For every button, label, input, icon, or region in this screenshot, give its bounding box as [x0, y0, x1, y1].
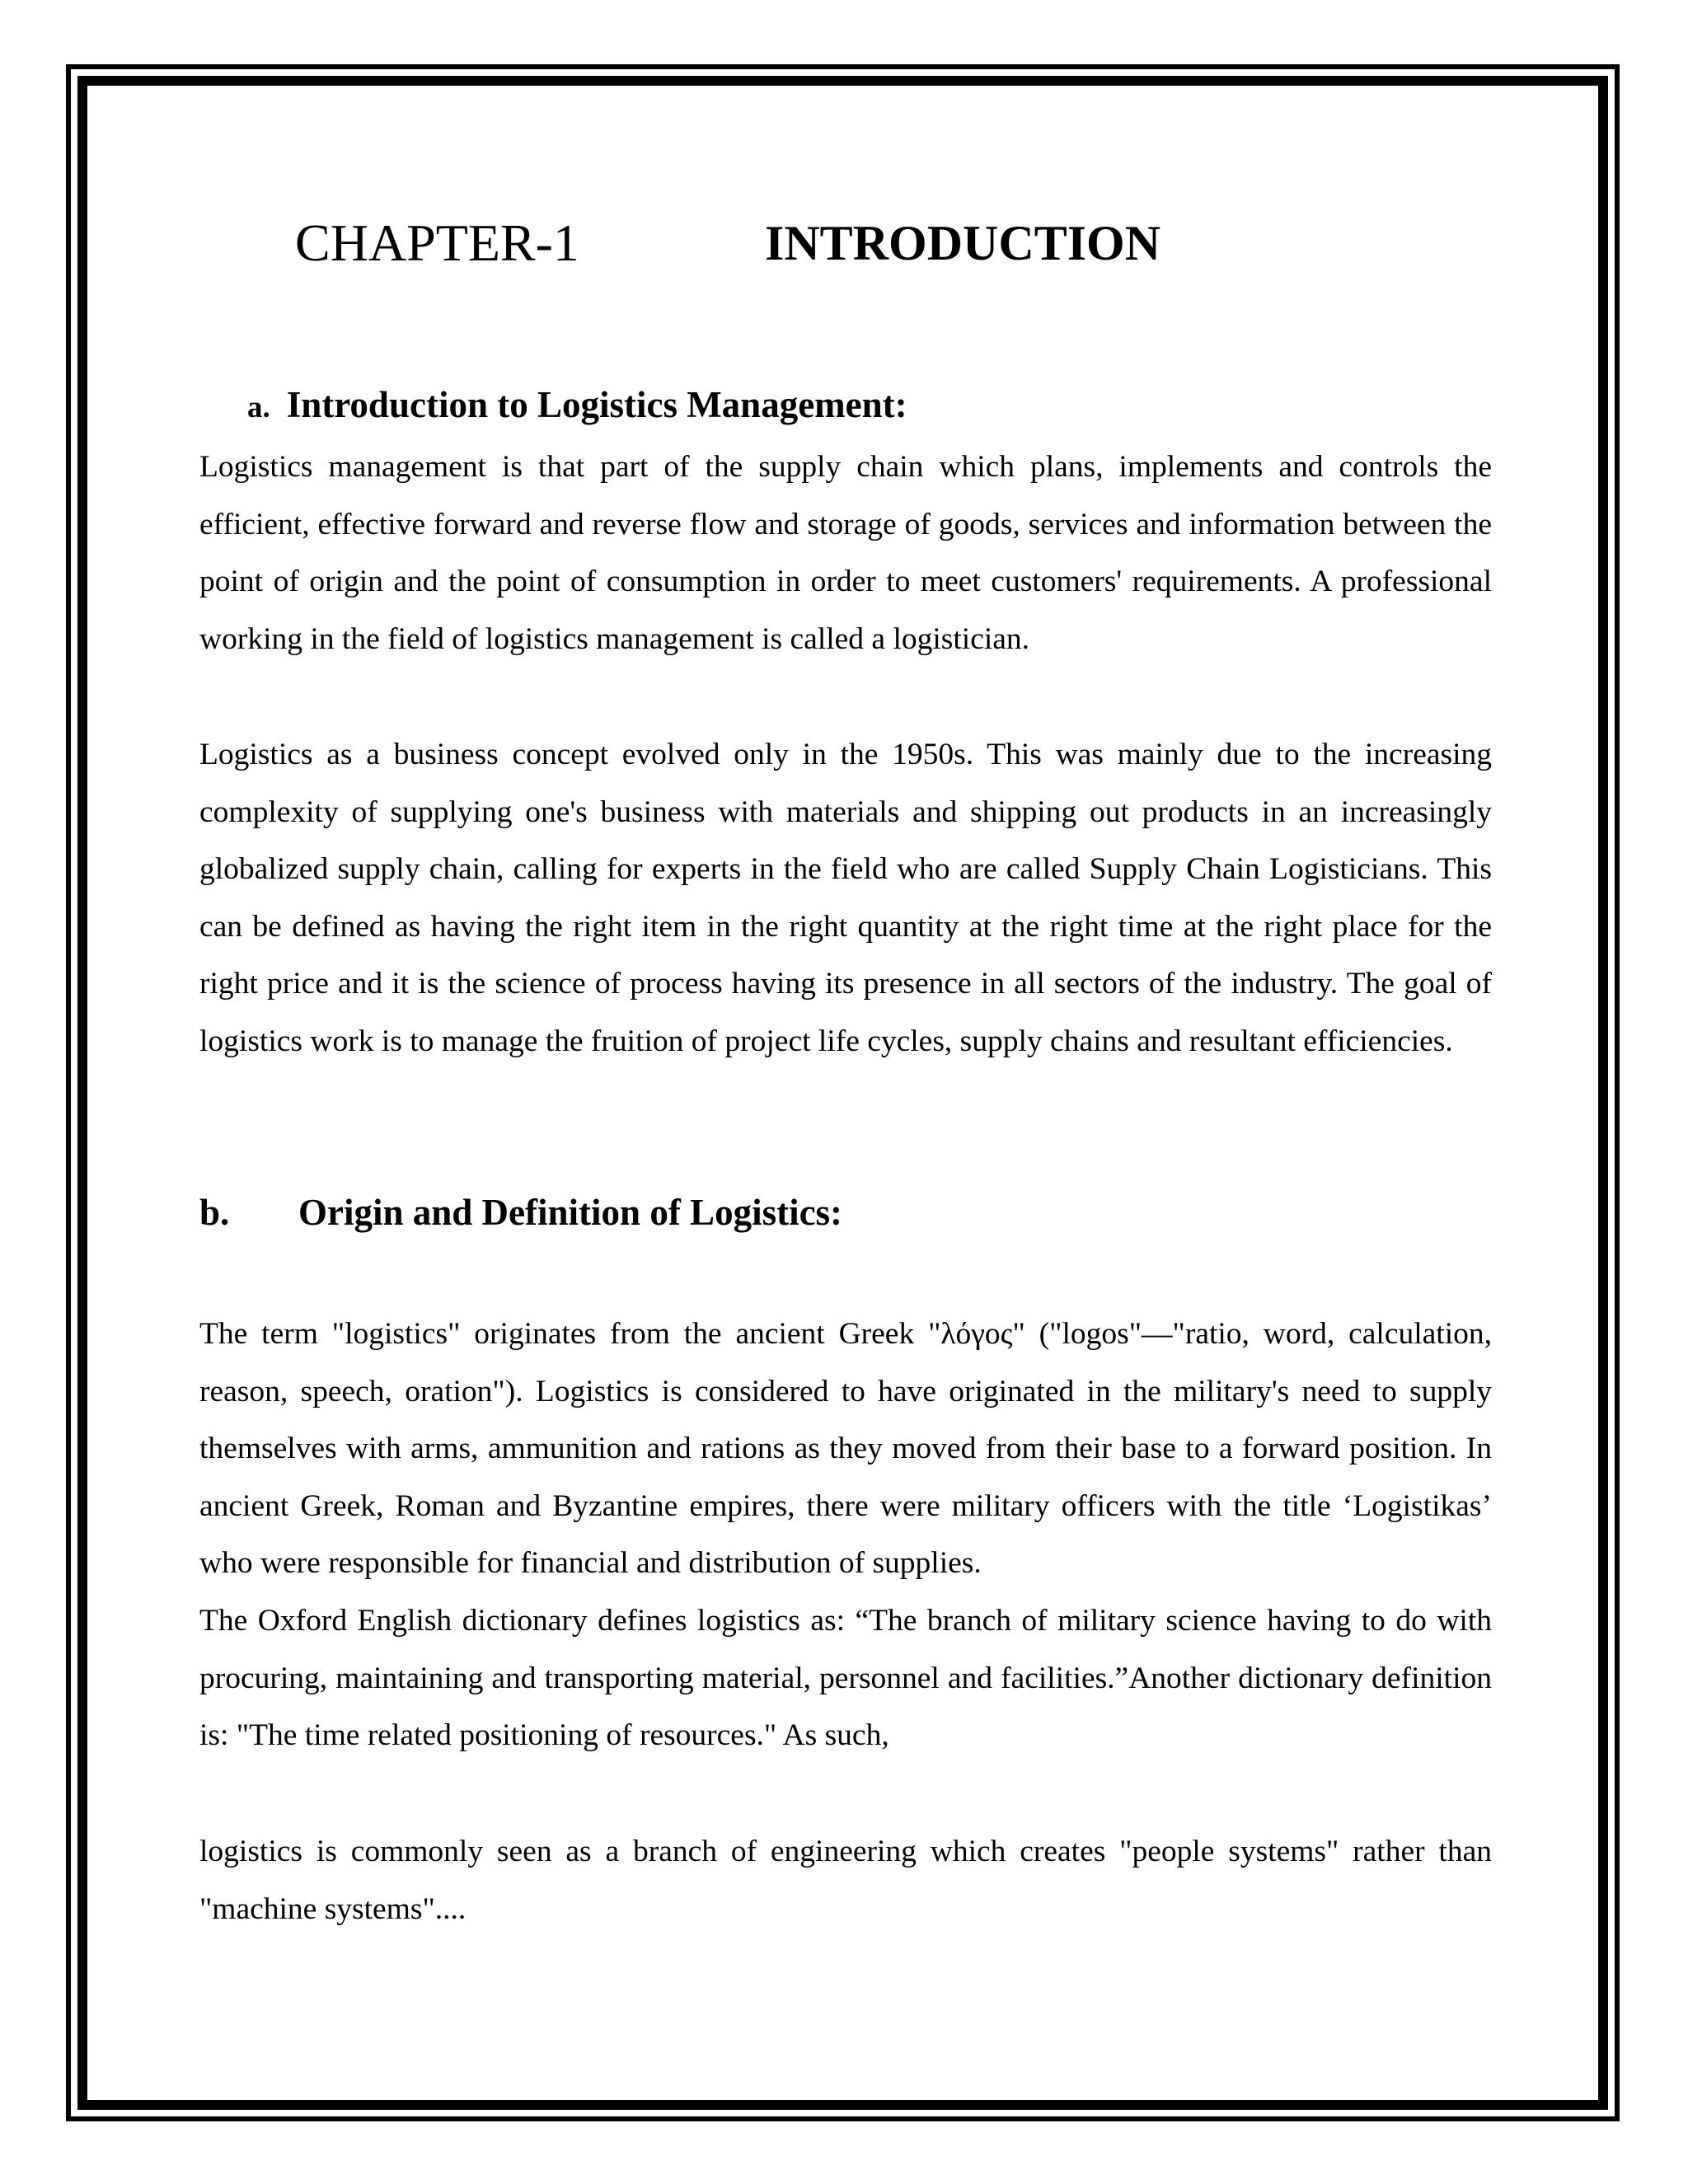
section-a-letter: a.: [247, 391, 270, 424]
chapter-title: INTRODUCTION: [765, 216, 1161, 270]
section-b-paragraph-3: logistics is commonly seen as a branch of engineering which creates "people systems" rather than "machine systems"....: [199, 1835, 1492, 1926]
section-a-paragraph-1: Logistics management is that part of the supply chain which plans, implements and controls the efficient, effective forward and reverse flow and storage of goods, services and information between the point of origin and the point of consumption in order to meet customers' requirements. A professional working in the field of logistics management is called a logistician.: [199, 450, 1492, 656]
section-b-heading: [199, 1191, 842, 1234]
chapter-label: CHAPTER-1: [295, 213, 579, 272]
page-border-inner: [77, 76, 1608, 2110]
section-b-paragraph-2: The Oxford English dictionary defines logistics as: “The branch of military science having to do with procuring, maintaining and transporting material, personnel and facilities.”Another dictionary definition is: "The time related positioning of resources." As such,: [199, 1604, 1492, 1752]
section-b-title: Origin and Definition of Logistics:: [298, 1192, 843, 1233]
section-b-letter: b.: [199, 1192, 230, 1233]
section-a-heading: [247, 383, 907, 426]
section-a-title: Introduction to Logistics Management:: [286, 384, 907, 425]
chapter-heading: [295, 210, 1161, 276]
section-b-paragraph-1: The term "logistics" originates from the ancient Greek "λόγος" ("logos"—"ratio, word, calculation, reason, speech, oration"). Logistics is considered to have originated in the military's need to supply themselves with arms, ammunition and rations as they moved from their base to a forward position. In ancient Greek, Roman and Byzantine empires, there were military officers with the title ‘Logistikas’ who were responsible for financial and distribution of supplies.: [199, 1317, 1492, 1580]
section-a-paragraph-2: Logistics as a business concept evolved only in the 1950s. This was mainly due to the increasing complexity of supplying one's business with materials and shipping out products in an increasingly globalized supply chain, calling for experts in the field who are called Supply Chain Logisticians. This can be defined as having the right item in the right quantity at the right time at the right place for the right price and it is the science of process having its presence in all sectors of the industry. The goal of logistics work is to manage the fruition of project life cycles, supply chains and resultant efficiencies.: [199, 738, 1492, 1058]
